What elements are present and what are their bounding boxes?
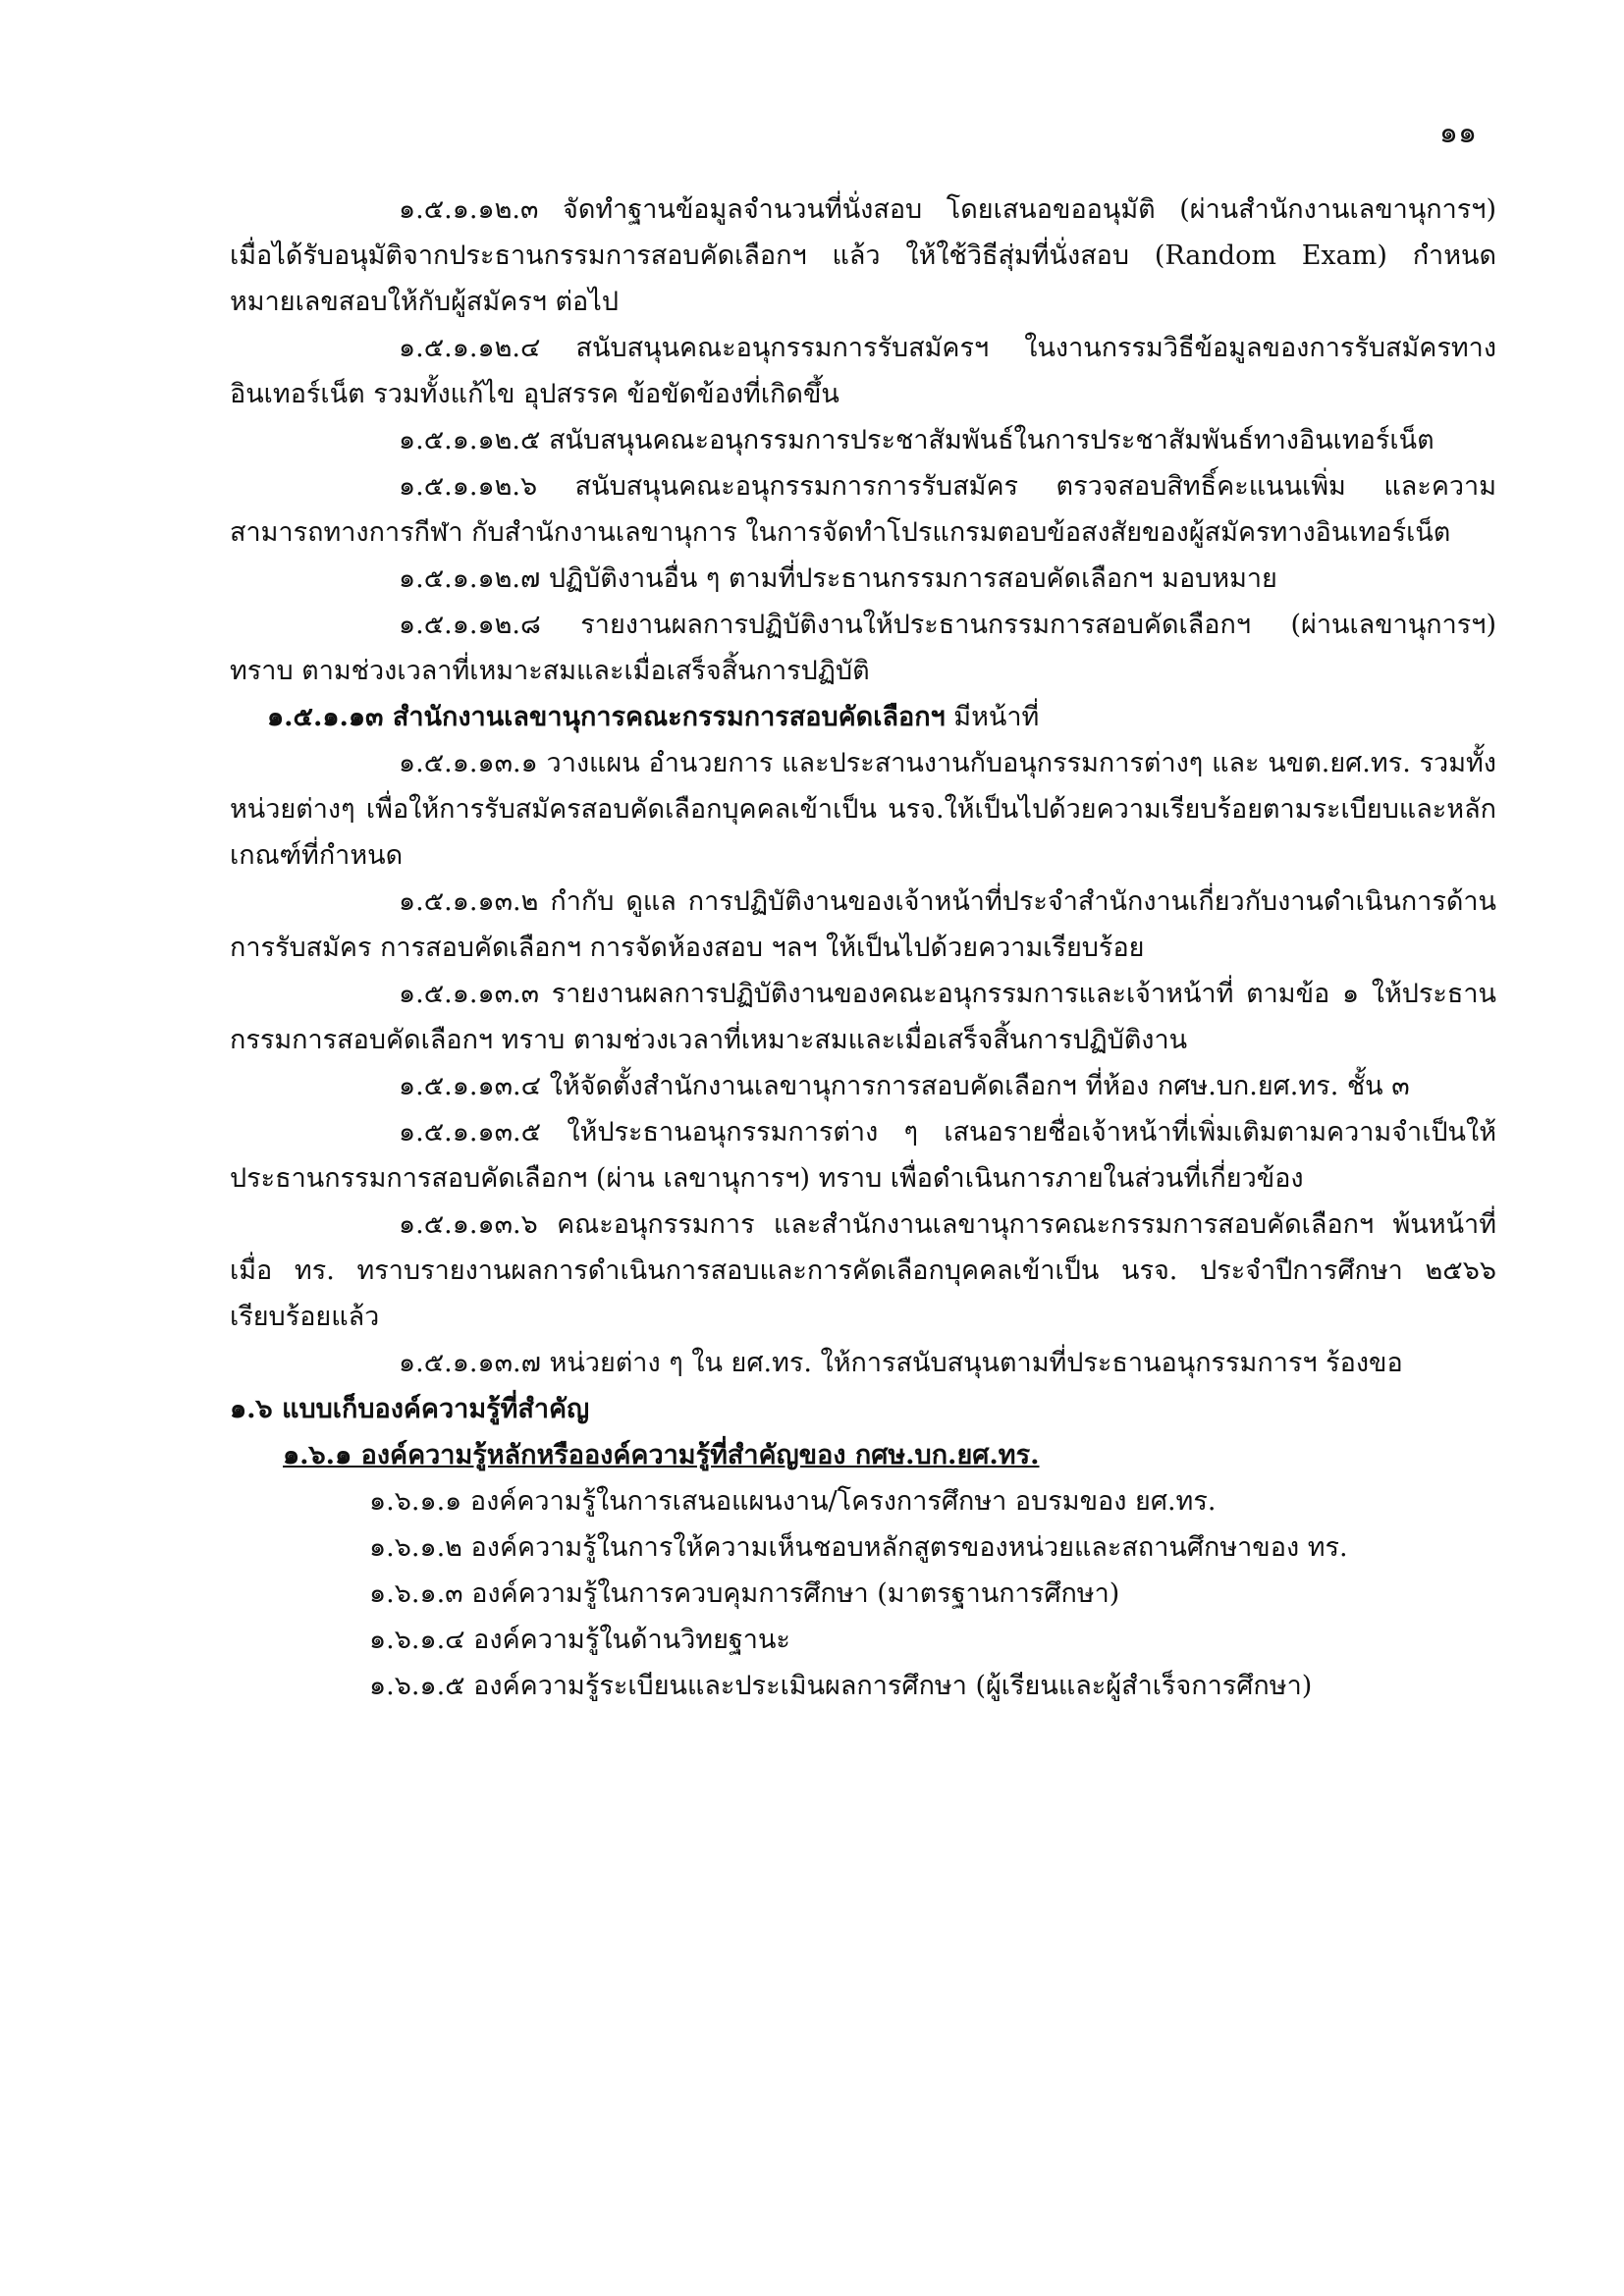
subsection-heading-1-6-1 bbox=[230, 1432, 1496, 1478]
list-item-1-6-1-1: ๑.๖.๑.๑ องค์ความรู้ในการเสนอแผนงาน/โครงการศึกษา อบรมของ ยศ.ทร. bbox=[369, 1486, 1217, 1517]
paragraph-1-5-1-13-2: ๑.๕.๑.๑๓.๒ กำกับ ดูแล การปฏิบัติงานของเจ้าหน้าที่ประจำสำนักงานเกี่ยวกับงานดำเนินการด้านการรับสมัคร การสอบคัดเลือกฯ การจัดห้องสอบ ฯลฯ ให้เป็นไปด้วยความเรียบร้อย bbox=[230, 886, 1496, 963]
section-heading-1-6: ๑.๖ แบบเก็บองค์ความรู้ที่สำคัญ bbox=[230, 1394, 590, 1424]
list-item-1-6-1-5: ๑.๖.๑.๕ องค์ความรู้ระเบียนและประเมินผลการศึกษา (ผู้เรียนและผู้สำเร็จการศึกษา) bbox=[369, 1671, 1313, 1701]
paragraph-1-5-1-13-5: ๑.๕.๑.๑๓.๕ ให้ประธานอนุกรรมการต่าง ๆ เสนอรายชื่อเจ้าหน้าที่เพิ่มเติมตามความจำเป็นให้ประธานกรรมการสอบคัดเลือกฯ (ผ่าน เลขานุการฯ) ทราบ เพื่อดำเนินการภายในส่วนที่เกี่ยวข้อง bbox=[230, 1117, 1496, 1194]
paragraph-1-5-1-13-7: ๑.๕.๑.๑๓.๗ หน่วยต่าง ๆ ใน ยศ.ทร. ให้การสนับสนุนตามที่ประธานอนุกรรมการฯ ร้องขอ bbox=[399, 1348, 1403, 1378]
section-heading-1-5-1-13-bold: ๑.๕.๑.๑๓ สำนักงานเลขานุการคณะกรรมการสอบคัดเลือกฯ bbox=[267, 702, 946, 732]
paragraph-1-5-1-12-5: ๑.๕.๑.๑๒.๕ สนับสนุนคณะอนุกรรมการประชาสัมพันธ์ในการประชาสัมพันธ์ทางอินเทอร์เน็ต bbox=[399, 425, 1435, 455]
section-heading-1-5-1-13 bbox=[230, 694, 1496, 740]
paragraph-1-5-1-12-8: ๑.๕.๑.๑๒.๘ รายงานผลการปฏิบัติงานให้ประธานกรรมการสอบคัดเลือกฯ (ผ่านเลขานุการฯ) ทราบ ตามช่วงเวลาที่เหมาะสมและเมื่อเสร็จสิ้นการปฏิบัติ bbox=[230, 610, 1496, 686]
section-heading-1-5-1-13-rest: มีหน้าที่ bbox=[945, 702, 1040, 732]
paragraph-1-5-1-12-4: ๑.๕.๑.๑๒.๔ สนับสนุนคณะอนุกรรมการรับสมัครฯ ในงานกรรมวิธีข้อมูลของการรับสมัครทางอินเทอร์เน็ต รวมทั้งแก้ไข อุปสรรค ข้อขัดข้องที่เกิดขึ้น bbox=[230, 333, 1496, 409]
paragraph-1-5-1-13-6: ๑.๕.๑.๑๓.๖ คณะอนุกรรมการ และสำนักงานเลขานุการคณะกรรมการสอบคัดเลือกฯ พ้นหน้าที่เมื่อ ทร. ทราบรายงานผลการดำเนินการสอบและการคัดเลือกบุคคลเข้าเป็น นรจ. ประจำปีการศึกษา ๒๕๖๖ เรียบร้อยแล้ว bbox=[230, 1209, 1496, 1332]
list-item-1-6-1-4: ๑.๖.๑.๔ องค์ความรู้ในด้านวิทยฐานะ bbox=[369, 1625, 790, 1655]
paragraph-1-5-1-12-3: ๑.๕.๑.๑๒.๓ จัดทำฐานข้อมูลจำนวนที่นั่งสอบ โดยเสนอขออนุมัติ (ผ่านสำนักงานเลขานุการฯ) เมื่อได้รับอนุมัติจากประธานกรรมการสอบคัดเลือกฯ แล้ว ให้ใช้วิธีสุ่มที่นั่งสอบ (Random Exam) กำหนดหมายเลขสอบให้กับผู้สมัครฯ ต่อไป bbox=[230, 194, 1496, 317]
paragraph-1-5-1-12-6: ๑.๕.๑.๑๒.๖ สนับสนุนคณะอนุกรรมการการรับสมัคร ตรวจสอบสิทธิ์คะแนนเพิ่ม และความสามารถทางการกีฬา กับสำนักงานเลขานุการ ในการจัดทำโปรแกรมตอบข้อสงสัยของผู้สมัครทางอินเทอร์เน็ต bbox=[230, 471, 1496, 548]
paragraph-1-5-1-13-3: ๑.๕.๑.๑๓.๓ รายงานผลการปฏิบัติงานของคณะอนุกรรมการและเจ้าหน้าที่ ตามข้อ ๑ ให้ประธานกรรมการสอบคัดเลือกฯ ทราบ ตามช่วงเวลาที่เหมาะสมและเมื่อเสร็จสิ้นการปฏิบัติงาน bbox=[230, 979, 1496, 1055]
list-item-1-6-1-2: ๑.๖.๑.๒ องค์ความรู้ในการให้ความเห็นชอบหลักสูตรของหน่วยและสถานศึกษาของ ทร. bbox=[369, 1532, 1348, 1563]
paragraph-1-5-1-13-4: ๑.๕.๑.๑๓.๔ ให้จัดตั้งสำนักงานเลขานุการการสอบคัดเลือกฯ ที่ห้อง กศษ.บก.ยศ.ทร. ชั้น ๓ bbox=[399, 1071, 1410, 1101]
document-body bbox=[230, 187, 1496, 1709]
paragraph-1-5-1-13-1: ๑.๕.๑.๑๓.๑ วางแผน อำนวยการ และประสานงานกับอนุกรรมการต่างๆ และ นขต.ยศ.ทร. รวมทั้งหน่วยต่างๆ เพื่อให้การรับสมัครสอบคัดเลือกบุคคลเข้าเป็น นรจ.ให้เป็นไปด้วยความเรียบร้อยตามระเบียบและหลักเกณฑ์ที่กำหนด bbox=[230, 748, 1496, 871]
paragraph-1-5-1-12-7: ๑.๕.๑.๑๒.๗ ปฏิบัติงานอื่น ๆ ตามที่ประธานกรรมการสอบคัดเลือกฯ มอบหมาย bbox=[399, 563, 1277, 594]
list-item-1-6-1-3: ๑.๖.๑.๓ องค์ความรู้ในการควบคุมการศึกษา (มาตรฐานการศึกษา) bbox=[369, 1578, 1120, 1609]
page-number: ๑๑ bbox=[1438, 116, 1477, 150]
subsection-heading-1-6-1-text: ๑.๖.๑ องค์ความรู้หลักหรือองค์ความรู้ที่สำคัญของ กศษ.บก.ยศ.ทร. bbox=[283, 1440, 1040, 1470]
